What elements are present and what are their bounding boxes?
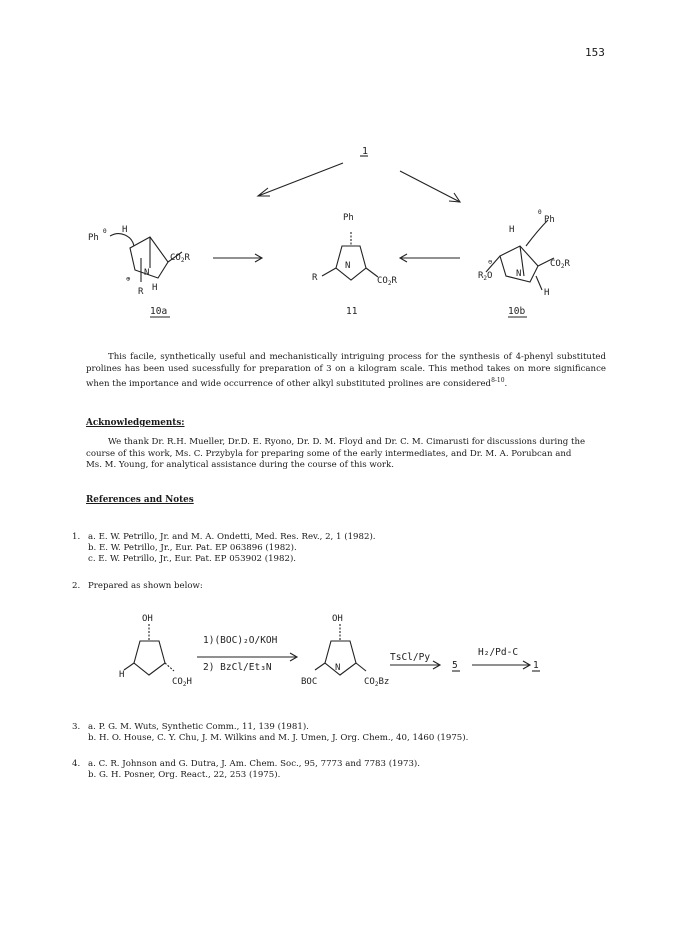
svg-text:CO2H: $CO_2H$ [172, 677, 192, 688]
svg-text:⊕: ⊕ [126, 275, 131, 283]
svg-text:H: H [119, 670, 125, 680]
reaction-scheme-1 [0, 0, 680, 330]
acknowledgements-heading: Acknowledgements: [86, 418, 185, 428]
svg-text:N: N [345, 261, 351, 271]
reference-1: 1. a. E. W. Petrillo, Jr. and M. A. Ondetti, Med. Res. Rev., 2, 1 (1982). b. E. W. Petrillo, Jr., Eur. Pat. EP 063896 (1982). c. E. W. Petrillo, Jr., Eur. Pat. EP 053902 (1982). [72, 532, 376, 565]
scheme2-step2: TsCl/Py [390, 652, 431, 663]
body-paragraph: This facile, synthetically useful and mechanistically intriguing process for the synthesis of 4-phenyl substituted prolines has been used sucessfully for preparation of 3 on a kilogram scale. This method takes on more significance when the importance and wide occurrence of other alkyl substituted prolines are considered$^{8-10}$. [86, 352, 606, 390]
svg-text:N: N [335, 663, 341, 673]
svg-text:H: H [544, 288, 550, 298]
svg-text:CO2R: $CO_2R$ [170, 253, 190, 264]
svg-text:CO2R: $CO_2R$ [550, 259, 570, 270]
svg-text:OH: OH [332, 614, 343, 624]
svg-text:R2O: $R_2O$ [478, 271, 493, 282]
compound-11-label: 11 [346, 306, 358, 317]
svg-text:Θ: Θ [103, 228, 107, 235]
svg-text:R: R [312, 273, 318, 283]
svg-text:⊖: ⊖ [488, 258, 493, 266]
svg-text:R: R [138, 287, 144, 297]
reference-2: 2. Prepared as shown below: [72, 581, 203, 591]
compound-10a-label: 10a [150, 306, 168, 317]
references-heading: References and Notes [86, 495, 194, 505]
svg-text:Θ: Θ [538, 209, 542, 216]
page-number: 153 [585, 46, 605, 59]
scheme2-step1-line2: 2) BzCl/Et₃N [203, 662, 272, 673]
reaction-scheme-2 [0, 600, 680, 700]
svg-text:CO2R: $CO_2R$ [377, 276, 397, 287]
svg-text:Ph: Ph [343, 213, 354, 223]
reference-3: 3. a. P. G. M. Wuts, Synthetic Comm., 11, 139 (1981). b. H. O. House, C. Y. Chu, J. M. Wilkins and M. J. Umen, J. Org. Chem., 40, 1460 (1975). [72, 722, 469, 744]
acknowledgements-text: We thank Dr. R.H. Mueller, Dr.D. E. Ryono, Dr. D. M. Floyd and Dr. C. M. Cimarusti for discussions during the course of this work, Ms. C. Przybyla for preparing some of the early intermediates, and Dr. M. A. Porubcan and Ms. M. Young, for analytical assistance during the course of this work. [86, 437, 586, 471]
svg-text:H: H [122, 225, 128, 235]
svg-text:OH: OH [142, 614, 153, 624]
svg-text:N: N [516, 269, 522, 279]
scheme2-product-5: 5 [452, 660, 458, 671]
scheme-top-label: 1 [362, 146, 369, 157]
scheme2-product-1: 1 [533, 660, 539, 671]
scheme2-step1-line1: 1)(BOC)₂O/KOH [203, 635, 278, 646]
reference-4: 4. a. C. R. Johnson and G. Dutra, J. Am. Chem. Soc., 95, 7773 and 7783 (1973). b. G. H. Posner, Org. React., 22, 253 (1975). [72, 759, 421, 781]
scheme2-step3: H₂/Pd-C [478, 647, 519, 658]
svg-text:CO2Bz: $CO_2Bz$ [364, 677, 390, 688]
svg-text:N: N [144, 268, 150, 278]
svg-text:H: H [509, 225, 515, 235]
svg-text:Ph: Ph [544, 215, 555, 225]
svg-text:BOC: BOC [301, 677, 318, 687]
compound-10b-label: 10b [508, 306, 526, 317]
svg-text:Ph: Ph [88, 233, 99, 243]
svg-text:H: H [152, 283, 158, 293]
